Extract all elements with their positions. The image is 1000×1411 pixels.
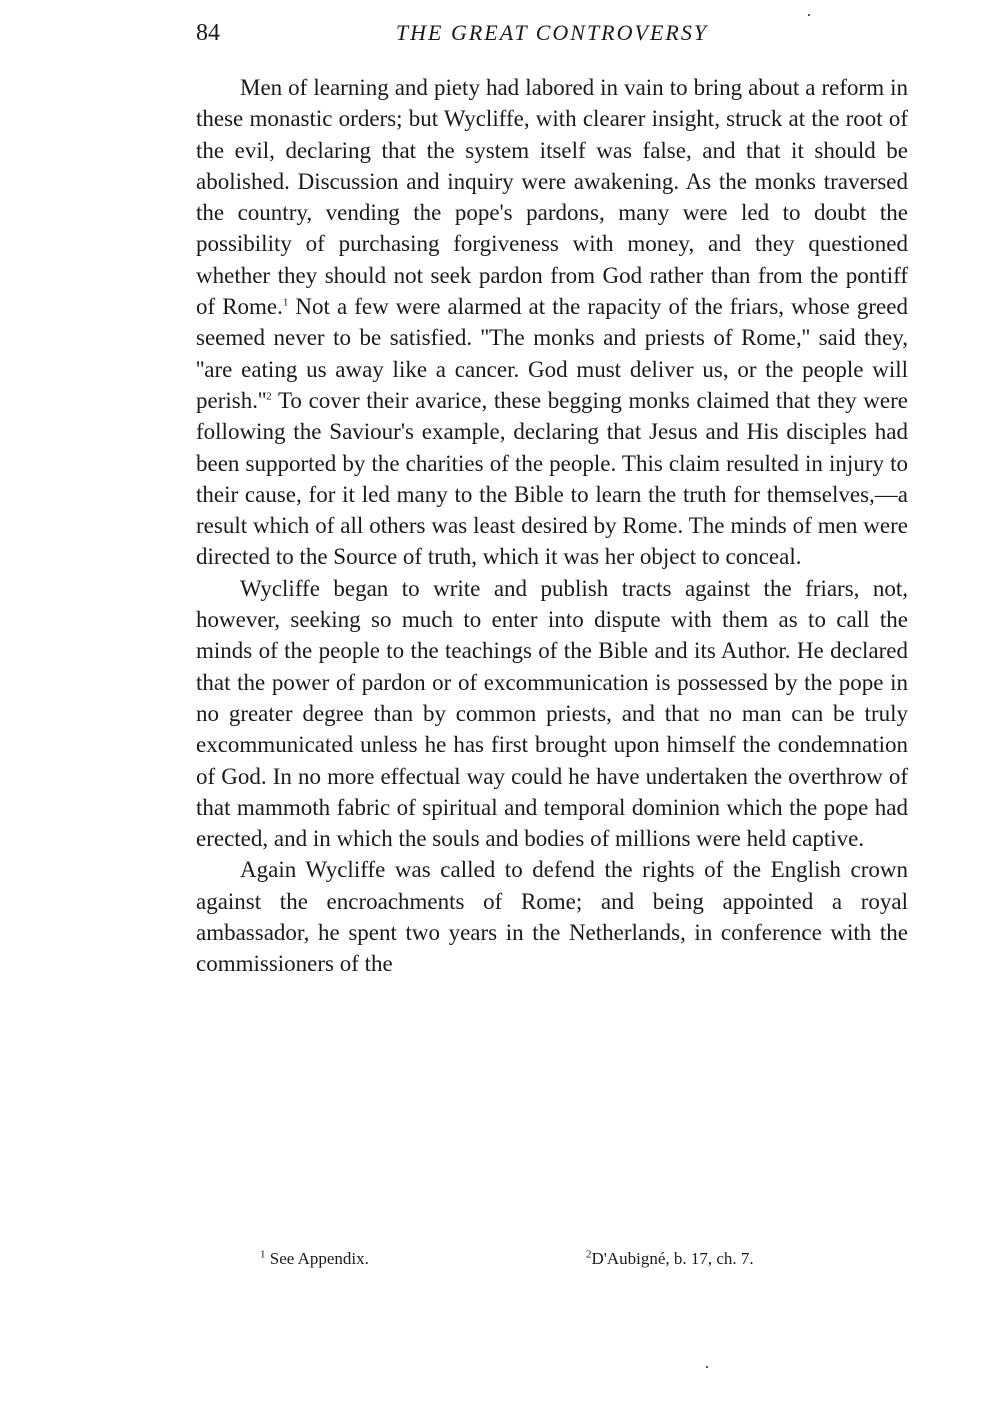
scan-speck-top	[808, 14, 810, 16]
page-number: 84	[196, 20, 220, 46]
paragraph-2: Wycliffe began to write and publish tracts against the friars, not, however, seeking so much to enter into dispute with them as to call the minds of the people to the teachings of the Bible and its Author. He declared that the power of pardon or of excommunication is possessed by the pope in no greater degree than by common priests, and that no man can be truly excommunicated unless he has first brought upon himself the condemnation of God. In no more effectual way could he have undertaken the overthrow of that mammoth fabric of spiritual and temporal dominion which the pope had erected, and in which the souls and bodies of millions were held captive.	[196, 575, 908, 852]
footnote-1	[260, 1249, 369, 1269]
paragraph-1-text-c: To cover their avarice, these begging monks claimed that they were following the Saviour's example, declaring that Jesus and His disciples had been supported by the charities of the people. This claim resulted in injury to their cause, for it led many to the Bible to learn the truth for themselves,—a result which of all others was least desired by Rome. The minds of men were directed to the Source of truth, which it was her object to conceal.	[196, 387, 908, 570]
footnote-1-text: See Appendix.	[269, 1249, 369, 1268]
footnote-2	[586, 1249, 754, 1269]
page-header	[196, 20, 908, 50]
footnote-2-text: D'Aubigné, b. 17, ch. 7.	[591, 1249, 754, 1268]
running-title: THE GREAT CONTROVERSY	[395, 20, 709, 45]
paragraph-1	[196, 72, 908, 573]
footnote-ref-2: 2	[266, 390, 272, 403]
body-text	[196, 72, 908, 980]
paragraph-3: Again Wycliffe was called to defend the rights of the English crown against the encroachments of Rome; and being appointed a royal ambassador, he spent two years in the Netherlands, in conference with the commissioners of the	[196, 857, 908, 977]
footnote-1-mark: 1	[260, 1248, 266, 1261]
footnote-2-mark: 2	[586, 1248, 592, 1261]
footnotes	[260, 1249, 860, 1279]
paragraph-1-text-b: Not a few were alarmed at the rapacity of the friars, whose greed seemed never to be satisfied. ''The monks and priests of Rome,'' said they, ''are eating us away like a cancer. God must deliver us, or the people will perish.''	[196, 294, 908, 413]
paragraph-1-text-a: Men of learning and piety had labored in vain to bring about a reform in these monastic orders; but Wycliffe, with clearer insight, struck at the root of the evil, declaring that the system itself was false, and that it should be abolished. Discussion and inquiry were awakening. As the monks traversed the country, vending the pope's pardons, many were led to doubt the possibility of purchasing forgiveness with money, and they questioned whether they should not seek pardon from God rather than from the pontiff of Rome.	[196, 75, 908, 320]
scan-speck-bottom	[706, 1366, 708, 1368]
footnote-ref-1: 1	[282, 296, 289, 309]
